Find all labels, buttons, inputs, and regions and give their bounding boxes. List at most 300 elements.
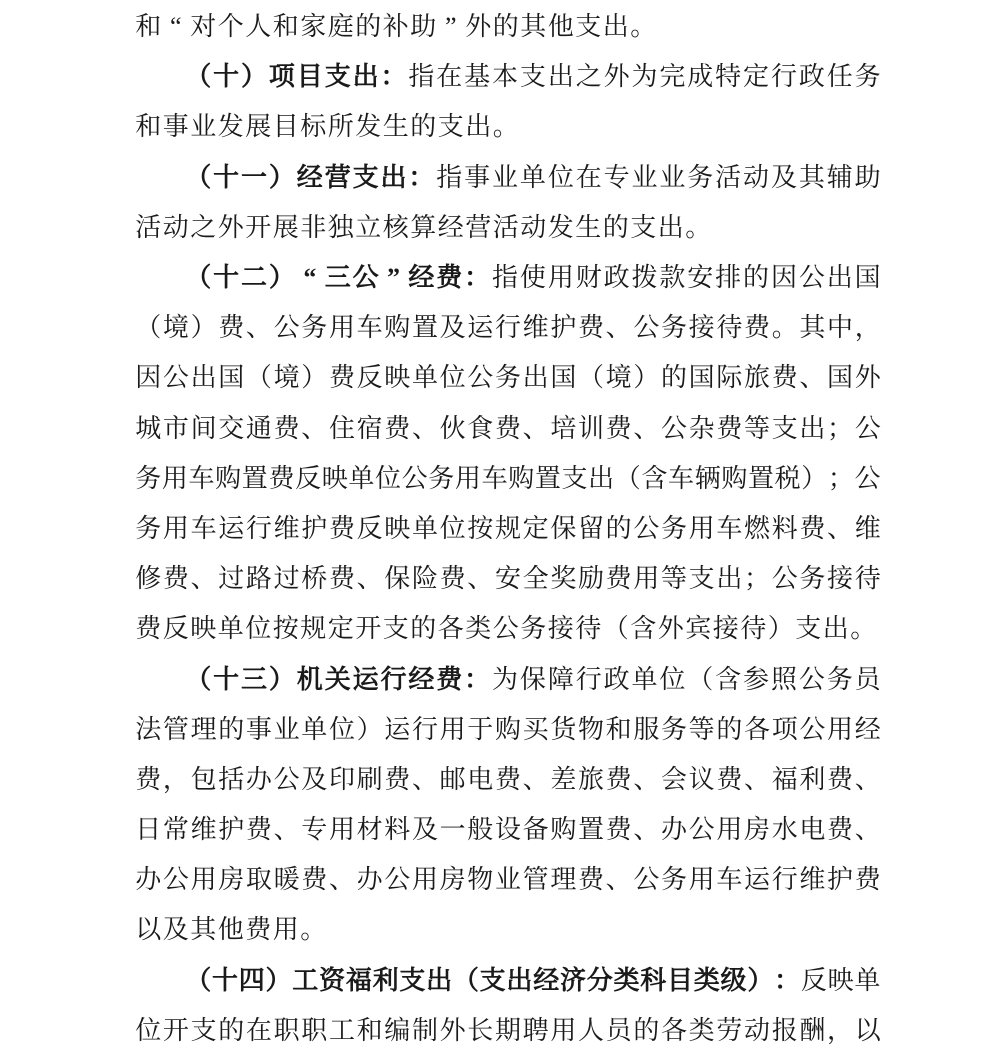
body-char: 印 (328, 764, 355, 794)
body-char: 房 (439, 865, 466, 895)
body-char: 含 (715, 664, 742, 694)
body-char: 会 (661, 764, 688, 794)
body-char: 。 (630, 12, 657, 42)
heading-char: 目 (296, 62, 323, 92)
body-char: 用 (328, 815, 355, 845)
body-char: 行 (494, 313, 521, 343)
body-char: 刷 (356, 764, 383, 794)
body-char: 常 (162, 815, 189, 845)
body-char: 括 (218, 764, 245, 794)
heading-char: （ (452, 965, 479, 995)
body-char: 费 (494, 413, 521, 443)
body-char: 购 (215, 463, 242, 493)
text-line-1 (135, 2, 881, 52)
body-char: 用 (190, 865, 217, 895)
body-char: 各 (744, 714, 771, 744)
body-char: 公 (162, 363, 189, 393)
body-char: 行 (770, 62, 797, 92)
body-char: 、 (411, 764, 438, 794)
body-char: 料 (771, 513, 798, 543)
body-char: 、 (328, 865, 355, 895)
body-char: 单 (217, 614, 244, 644)
body-char: 指 (436, 162, 463, 192)
body-char: 工 (328, 1015, 355, 1045)
body-char: 费 (162, 564, 189, 594)
body-char: 以 (854, 1015, 881, 1045)
body-char: 之 (575, 62, 602, 92)
body-char: 和 (135, 112, 162, 142)
body-char: 、 (522, 764, 549, 794)
body-char: 务 (661, 513, 688, 543)
body-char: 使 (519, 263, 546, 293)
body-char: 单 (411, 513, 438, 543)
body-char: 编 (384, 1015, 411, 1045)
body-char: 支 (795, 614, 822, 644)
body-char: 于 (467, 714, 494, 744)
body-char: 映 (321, 463, 348, 493)
body-char: 费 (605, 764, 632, 794)
body-char: ， (854, 313, 881, 343)
heading-char: 机 (296, 664, 323, 694)
body-char: 映 (827, 965, 854, 995)
body-char: 和 (605, 714, 632, 744)
body-char: 务 (520, 614, 547, 644)
body-char: 的 (355, 12, 382, 42)
body-char: 取 (245, 865, 272, 895)
text-line-15 (135, 705, 881, 755)
body-char: 独 (327, 212, 354, 242)
body-char: 材 (356, 815, 383, 845)
body-char: 行 (771, 865, 798, 895)
body-char: 反 (800, 965, 827, 995)
body-char: 训 (577, 413, 604, 443)
body-char: 在 (436, 62, 463, 92)
body-char: 发 (217, 112, 244, 142)
body-char: 、 (273, 815, 300, 845)
body-char: 购 (494, 714, 521, 744)
body-char: 的 (492, 12, 519, 42)
body-char: 报 (771, 1015, 798, 1045)
body-char: 。 (771, 313, 798, 343)
body-char: 培 (550, 413, 577, 443)
body-char: 支 (575, 12, 602, 42)
body-char: 车 (716, 513, 743, 543)
body-char: 位 (245, 614, 272, 644)
body-char: 宾 (685, 614, 712, 644)
text-line-17 (135, 805, 881, 855)
body-char: 映 (384, 363, 411, 393)
body-char: 、 (854, 815, 881, 845)
body-char: 交 (218, 413, 245, 443)
text-line-4 (135, 153, 881, 203)
heading-char: （ (185, 62, 212, 92)
body-char: 、 (467, 564, 494, 594)
body-char: ； (744, 564, 771, 594)
body-char: 、 (605, 313, 632, 343)
body-char: 路 (245, 564, 272, 594)
heading-char: （ (185, 664, 212, 694)
body-char: 运 (467, 313, 494, 343)
heading-char: 类 (613, 965, 640, 995)
body-char: 业 (273, 714, 300, 744)
text-line-18 (135, 855, 881, 905)
body-char: 款 (659, 263, 686, 293)
body-char: 位 (135, 1015, 162, 1045)
text-line-10 (135, 454, 881, 504)
body-char: 对 (190, 12, 217, 42)
body-char: 反 (356, 363, 383, 393)
body-char: 、 (827, 513, 854, 543)
body-char: 费 (384, 764, 411, 794)
body-char: 国 (827, 363, 854, 393)
body-char: 暖 (273, 865, 300, 895)
text-line-21 (135, 1006, 881, 1056)
body-char: 单 (348, 463, 375, 493)
body-char: 境 (162, 313, 189, 343)
body-char: 期 (494, 1015, 521, 1045)
body-char: 的 (218, 714, 245, 744)
body-char: 用 (162, 513, 189, 543)
body-char: 用 (272, 915, 299, 945)
heading-char: ） (268, 162, 295, 192)
body-char: 费 (328, 564, 355, 594)
body-char: 购 (384, 313, 411, 343)
body-char: ） (633, 363, 660, 393)
body-char: 食 (467, 413, 494, 443)
body-char: 务 (826, 664, 853, 694)
body-char: 动 (520, 212, 547, 242)
body-char: 国 (550, 363, 577, 393)
body-char: 务 (135, 463, 162, 493)
body-char: 务 (301, 313, 328, 343)
body-char: 房 (744, 815, 771, 845)
heading-char: （ (185, 162, 212, 192)
body-char: 费 (135, 764, 162, 794)
heading-char: 关 (324, 664, 351, 694)
body-char: 政 (798, 62, 825, 92)
body-char: 公 (799, 714, 826, 744)
body-char: 用 (328, 313, 355, 343)
body-char: 的 (602, 212, 629, 242)
body-char: 费 (301, 865, 328, 895)
body-char: 出 (547, 62, 574, 92)
heading-char: 费 (436, 263, 463, 293)
body-char: 的 (605, 513, 632, 543)
body-char: 目 (272, 112, 299, 142)
body-char: 货 (550, 714, 577, 744)
body-char: 指 (408, 62, 435, 92)
body-char: 位 (659, 664, 686, 694)
body-char: 料 (384, 815, 411, 845)
body-char: 其 (520, 12, 547, 42)
body-char: 办 (135, 865, 162, 895)
body-char: 定 (327, 614, 354, 644)
body-char: 出 (826, 263, 853, 293)
body-char: 生 (575, 212, 602, 242)
body-char: 公 (384, 865, 411, 895)
body-char: 业 (190, 112, 217, 142)
body-char: 税 (774, 463, 801, 493)
body-char: 车 (716, 865, 743, 895)
body-char: 映 (384, 513, 411, 543)
heading-char: 十 (213, 263, 240, 293)
body-char: 含 (630, 614, 657, 644)
body-char: 护 (827, 865, 854, 895)
body-char: 酬 (799, 1015, 826, 1045)
body-char: 务 (661, 714, 688, 744)
body-char: 公 (633, 865, 660, 895)
body-char: 反 (162, 614, 189, 644)
body-char: 管 (522, 865, 549, 895)
body-char: 活 (715, 162, 742, 192)
body-char: ， (827, 1015, 854, 1045)
body-char: 支 (190, 1015, 217, 1045)
text-line-5 (135, 203, 881, 253)
heading-char: 公 (352, 263, 379, 293)
body-char: 行 (575, 664, 602, 694)
body-char: 用 (688, 865, 715, 895)
body-char: 公 (854, 463, 881, 493)
heading-char: 行 (380, 664, 407, 694)
body-char: 务 (854, 62, 881, 92)
body-char: 出 (822, 614, 849, 644)
body-char: 员 (605, 1015, 632, 1045)
heading-char: 出 (426, 965, 453, 995)
body-char: 外 (854, 363, 881, 393)
heading-char: 资 (319, 965, 346, 995)
body-char: 费 (716, 413, 743, 443)
body-char: 电 (467, 764, 494, 794)
body-char: 车 (188, 463, 215, 493)
body-char: 制 (411, 1015, 438, 1045)
heading-char: 工 (292, 965, 319, 995)
heading-char: 三 (241, 664, 268, 694)
body-char: 护 (301, 513, 328, 543)
body-char: 费 (494, 764, 521, 794)
body-char: 拨 (631, 263, 658, 293)
body-char: 、 (744, 764, 771, 794)
text-line-12 (135, 554, 881, 604)
heading-char: “ (303, 263, 317, 293)
body-char: 个 (217, 12, 244, 42)
body-char: 和 (135, 12, 162, 42)
body-char: 桥 (301, 564, 328, 594)
body-char: 出 (465, 112, 492, 142)
body-char: 出 (522, 363, 549, 393)
body-char: 营 (465, 212, 492, 242)
heading-char: 十 (213, 62, 240, 92)
body-char: 人 (245, 12, 272, 42)
body-char: 务 (494, 363, 521, 393)
heading-char: 目 (667, 965, 694, 995)
body-char: 置 (577, 815, 604, 845)
body-char: 支 (561, 463, 588, 493)
body-char: 用 (411, 865, 438, 895)
body-char: ） (301, 363, 328, 393)
body-char: 辅 (826, 162, 853, 192)
body-char: 务 (687, 162, 714, 192)
body-char: 位 (375, 463, 402, 493)
heading-char: ： (464, 263, 491, 293)
body-char: 家 (300, 12, 327, 42)
body-char: 办 (356, 865, 383, 895)
body-char: 接 (712, 614, 739, 644)
body-char: 公 (633, 313, 660, 343)
body-char: 出 (716, 564, 743, 594)
body-char: 购 (550, 815, 577, 845)
heading-char: 级 (720, 965, 747, 995)
body-char: 和 (356, 1015, 383, 1045)
text-line-11 (135, 504, 881, 554)
body-char: 活 (492, 212, 519, 242)
body-char: 开 (355, 614, 382, 644)
body-char: 算 (410, 212, 437, 242)
body-char: 用 (716, 815, 743, 845)
body-char: 理 (190, 714, 217, 744)
text-line-8 (135, 353, 881, 403)
body-char: 出 (190, 363, 217, 393)
body-char: 聘 (522, 1015, 549, 1045)
body-char: 专 (603, 162, 630, 192)
heading-char: 项 (268, 62, 295, 92)
heading-char: 二 (241, 263, 268, 293)
body-char: 燃 (744, 513, 771, 543)
body-char: 险 (411, 564, 438, 594)
body-char: 活 (135, 212, 162, 242)
body-char: 护 (218, 815, 245, 845)
heading-char: 十 (213, 162, 240, 192)
text-line-9 (135, 404, 881, 454)
heading-char: 分 (586, 965, 613, 995)
body-char: 福 (771, 764, 798, 794)
body-char: 、 (190, 564, 217, 594)
body-char: 住 (328, 413, 355, 443)
body-char: 助 (410, 12, 437, 42)
body-char: 特 (715, 62, 742, 92)
body-char: 置 (241, 463, 268, 493)
body-char: 支 (437, 112, 464, 142)
text-line-13 (135, 604, 881, 654)
body-char: 动 (744, 1015, 771, 1045)
body-char: 生 (382, 112, 409, 142)
heading-char: （ (185, 965, 212, 995)
body-char: 办 (245, 764, 272, 794)
body-char: 位 (439, 363, 466, 393)
body-char: 费 (799, 513, 826, 543)
heading-char: 支 (399, 965, 426, 995)
body-char: 的 (716, 714, 743, 744)
body-char: 维 (190, 815, 217, 845)
body-char: 辆 (694, 463, 721, 493)
body-char: 支 (630, 212, 657, 242)
body-char: 动 (743, 162, 770, 192)
text-line-16 (135, 755, 881, 805)
body-char: 利 (799, 764, 826, 794)
body-char: 的 (633, 1015, 660, 1045)
body-char: 参 (743, 664, 770, 694)
body-char: 开 (162, 1015, 189, 1045)
body-char: 过 (273, 564, 300, 594)
body-char: 和 (272, 12, 299, 42)
body-char: 项 (771, 714, 798, 744)
body-char: 外 (603, 62, 630, 92)
heading-char: 十 (213, 664, 240, 694)
body-char: 业 (631, 162, 658, 192)
body-char: 支 (771, 413, 798, 443)
body-char: 备 (522, 815, 549, 845)
body-char: 支 (382, 614, 409, 644)
body-char: 外 (465, 12, 492, 42)
body-char: 事 (245, 714, 272, 744)
body-char: 间 (190, 413, 217, 443)
heading-char: 支 (479, 965, 506, 995)
body-char: 费 (218, 313, 245, 343)
heading-char: 一 (241, 162, 268, 192)
body-char: 及 (162, 915, 189, 945)
heading-char: 出 (380, 162, 407, 192)
body-char: 其 (190, 915, 217, 945)
body-char: 法 (135, 714, 162, 744)
body-char: 运 (384, 714, 411, 744)
body-char: 的 (218, 1015, 245, 1045)
body-char: 费 (744, 313, 771, 343)
body-char: 待 (716, 313, 743, 343)
body-char: 境 (605, 363, 632, 393)
heading-char: 经 (533, 965, 560, 995)
body-char: 职 (301, 1015, 328, 1045)
body-char: 的 (661, 363, 688, 393)
body-char: 庭 (327, 12, 354, 42)
body-char: 保 (550, 513, 577, 543)
body-char: 公 (162, 865, 189, 895)
body-char: 议 (688, 764, 715, 794)
body-char: 的 (743, 263, 770, 293)
body-char: 展 (245, 112, 272, 142)
heading-char: 费 (436, 664, 463, 694)
body-char: 用 (454, 463, 481, 493)
body-char: 用 (688, 513, 715, 543)
body-char: 反 (356, 513, 383, 543)
body-char: 及 (411, 815, 438, 845)
heading-char: 经 (408, 664, 435, 694)
body-char: 、 (411, 413, 438, 443)
body-char: 开 (245, 212, 272, 242)
body-char: 经 (854, 714, 881, 744)
body-char: 费 (328, 363, 355, 393)
body-char: 公 (401, 463, 428, 493)
body-char: 费 (135, 614, 162, 644)
heading-char: 经 (296, 162, 323, 192)
body-char: 伙 (439, 413, 466, 443)
body-char: 费 (827, 764, 854, 794)
body-char: 差 (550, 764, 577, 794)
body-char: ） (356, 714, 383, 744)
body-char: 助 (854, 162, 881, 192)
body-char: 费 (245, 815, 272, 845)
body-char: 定 (743, 62, 770, 92)
body-char: 补 (382, 12, 409, 42)
body-char: 保 (519, 664, 546, 694)
body-char: 长 (467, 1015, 494, 1045)
body-char: 、 (301, 413, 328, 443)
body-char: 公 (661, 413, 688, 443)
body-char: 管 (162, 714, 189, 744)
body-char: 旅 (744, 363, 771, 393)
heading-char: 十 (212, 965, 239, 995)
body-char: 用 (827, 714, 854, 744)
body-char: 。 (300, 915, 327, 945)
body-char: 、 (633, 413, 660, 443)
